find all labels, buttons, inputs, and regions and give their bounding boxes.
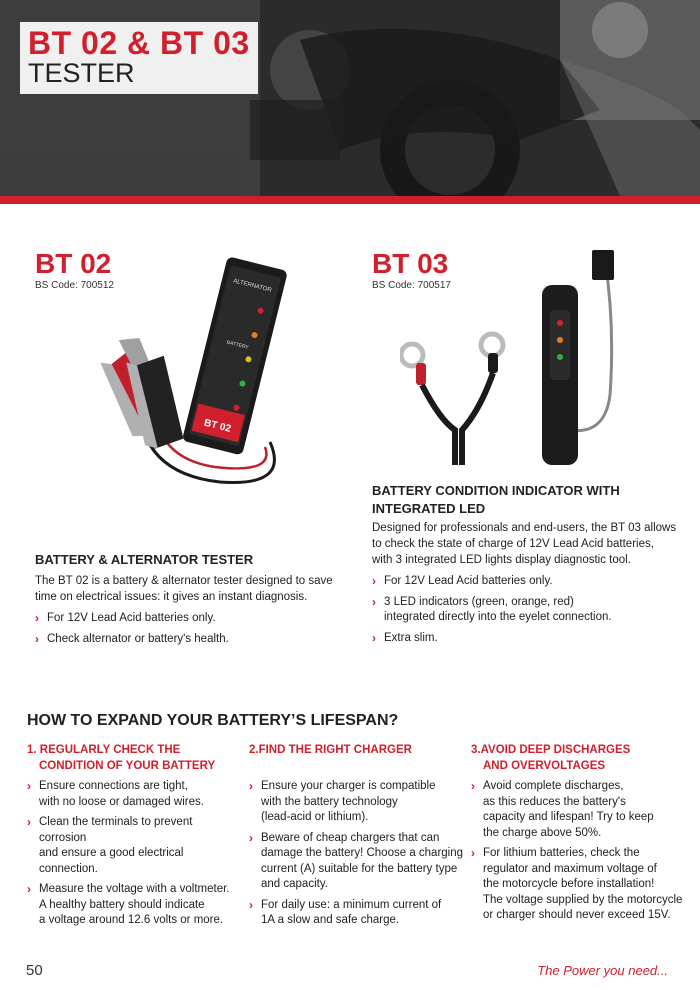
list-item: › Extra slim.	[372, 630, 438, 645]
brand-tagline: The Power you need...	[537, 963, 668, 978]
bt03-description	[372, 520, 676, 568]
bt03-description-line: Designed for professionals and end-users, the BT 03 allows	[372, 522, 677, 534]
bt03-description-line: with 3 integrated LED lights display diagnostic tool.	[372, 554, 631, 566]
page-subtitle: TESTER	[28, 58, 135, 88]
lifespan-col2-list	[249, 779, 464, 934]
chevron-right-icon: ›	[471, 779, 475, 793]
lifespan-title: HOW TO EXPAND YOUR BATTERY’S LIFESPAN?	[27, 712, 399, 729]
list-item: › For 12V Lead Acid batteries only.	[372, 574, 553, 588]
list-item: › For 12V Lead Acid batteries only.	[35, 611, 216, 625]
list-item: › Clean the terminals to prevent corrosion and ensure a good electrical connection.	[27, 815, 193, 875]
bt02-bullet-list	[35, 611, 335, 652]
lifespan-col3-list	[471, 779, 686, 929]
bt02-name: BT 02	[35, 248, 112, 279]
lifespan-col2-heading: 2.FIND THE RIGHT CHARGER	[249, 744, 412, 756]
chevron-right-icon: ›	[35, 611, 39, 625]
list-item: › For lithium batteries, check the regulator and maximum voltage of the motorcycle before installation! The voltage supplied by the motorcycle or charger should never exceed 15V.	[471, 846, 683, 921]
bt02-code: BS Code: 700512	[35, 280, 114, 291]
bt03-description-line: to check the state of charge of 12V Lead Acid batteries,	[372, 538, 654, 550]
list-item: › For daily use: a minimum current of 1A a slow and safe charge.	[249, 897, 442, 926]
list-item: › Beware of cheap chargers that can damage the battery! Choose a charging current (A) suitable for the battery type and capacity.	[249, 830, 464, 890]
bt02-description-line: The BT 02 is a battery & alternator tester designed to save	[35, 575, 333, 587]
lifespan-col1-list	[27, 779, 242, 934]
lifespan-col1-heading: 1. REGULARLY CHECK THE CONDITION OF YOUR BATTERY	[27, 744, 216, 772]
title-box	[20, 22, 258, 94]
header-divider	[0, 196, 700, 204]
page-number: 50	[26, 962, 43, 979]
bt03-heading-line: BATTERY CONDITION INDICATOR WITH	[372, 483, 620, 498]
list-item: › Measure the voltage with a voltmeter. A healthy battery should indicate a voltage around 12.6 volts or more.	[27, 882, 230, 926]
chevron-right-icon: ›	[27, 815, 31, 829]
bt03-bullet-list	[372, 574, 672, 651]
list-item: › Ensure connections are tight, with no loose or damaged wires.	[27, 779, 204, 808]
list-item: › Ensure your charger is compatible with the battery technology (lead-acid or lithium).	[249, 779, 436, 823]
chevron-right-icon: ›	[27, 779, 31, 793]
bt03-product-image	[400, 245, 630, 470]
list-item: › 3 LED indicators (green, orange, red) integrated directly into the eyelet connection.	[372, 594, 612, 623]
chevron-right-icon: ›	[249, 779, 253, 793]
bt02-heading: BATTERY & ALTERNATOR TESTER	[35, 552, 254, 567]
chevron-right-icon: ›	[471, 846, 475, 860]
list-item: › Check alternator or battery's health.	[35, 631, 229, 646]
list-item: › Avoid complete discharges, as this reduces the battery's capacity and lifespan! Try to keep the charge above 50%.	[471, 779, 654, 839]
chevron-right-icon: ›	[372, 574, 376, 588]
bt03-code: BS Code: 700517	[372, 280, 451, 291]
chevron-right-icon: ›	[249, 830, 253, 845]
chevron-right-icon: ›	[249, 897, 253, 912]
bt02-label-alternator: ALTERNATOR	[232, 278, 273, 294]
chevron-right-icon: ›	[372, 594, 376, 609]
chevron-right-icon: ›	[372, 630, 376, 645]
bt02-description	[35, 573, 333, 605]
page-title: BT 02 & BT 03	[28, 25, 250, 61]
bt02-label-battery: BATTERY	[225, 339, 250, 351]
bt02-label-model: BT 02	[202, 417, 232, 435]
bt02-product-image	[100, 252, 300, 512]
bt03-heading-line: INTEGRATED LED	[372, 501, 486, 516]
bt02-description-line: time on electrical issues: it gives an instant diagnosis.	[35, 591, 308, 603]
bt03-heading	[372, 482, 620, 518]
lifespan-col3-heading: 3.AVOID DEEP DISCHARGES AND OVERVOLTAGES	[471, 744, 631, 772]
chevron-right-icon: ›	[35, 631, 39, 646]
chevron-right-icon: ›	[27, 882, 31, 896]
bt03-name: BT 03	[372, 248, 449, 279]
